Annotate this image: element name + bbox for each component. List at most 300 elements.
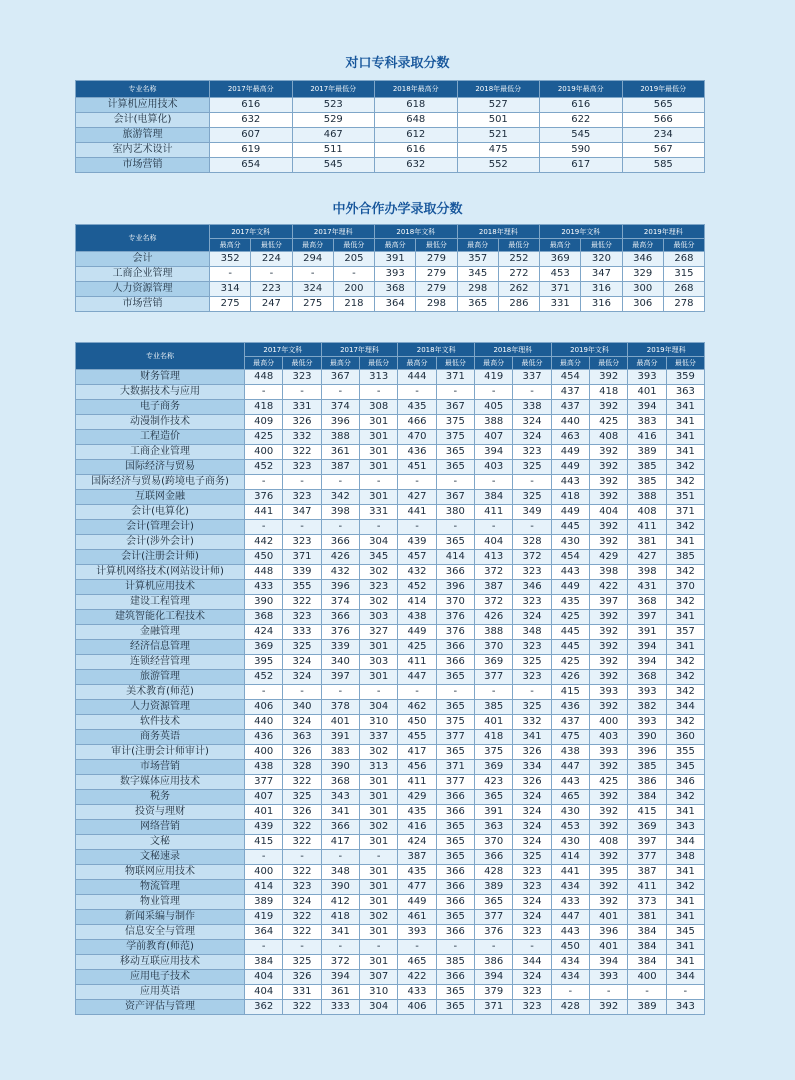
score-cell: 369 bbox=[540, 252, 581, 267]
score-cell: 452 bbox=[398, 580, 436, 595]
score-cell: 394 bbox=[475, 970, 513, 985]
score-cell: 372 bbox=[475, 595, 513, 610]
score-cell: 392 bbox=[590, 490, 628, 505]
score-cell: 322 bbox=[283, 595, 321, 610]
score-cell: 326 bbox=[283, 415, 321, 430]
score-cell: 275 bbox=[292, 297, 333, 312]
score-cell: 377 bbox=[436, 775, 474, 790]
column-subheader: 最低分 bbox=[590, 357, 628, 370]
score-cell: 365 bbox=[436, 445, 474, 460]
score-cell: 368 bbox=[628, 670, 666, 685]
major-name-cell: 大数据技术与应用 bbox=[76, 385, 245, 400]
score-cell: 415 bbox=[628, 805, 666, 820]
score-cell: 364 bbox=[375, 297, 416, 312]
score-cell: 392 bbox=[590, 850, 628, 865]
score-cell: 342 bbox=[666, 880, 704, 895]
score-cell: 430 bbox=[551, 835, 589, 850]
score-cell: 418 bbox=[551, 490, 589, 505]
table-row bbox=[76, 430, 705, 445]
score-cell: 403 bbox=[590, 730, 628, 745]
score-cell: 466 bbox=[398, 415, 436, 430]
score-cell: 382 bbox=[628, 700, 666, 715]
score-cell: 272 bbox=[498, 267, 539, 282]
table-row bbox=[76, 685, 705, 700]
score-cell: 632 bbox=[210, 113, 293, 128]
score-cell: 449 bbox=[551, 580, 589, 595]
table-row bbox=[76, 985, 705, 1000]
table-row bbox=[76, 460, 705, 475]
score-cell: 378 bbox=[321, 700, 359, 715]
score-cell: 365 bbox=[436, 820, 474, 835]
major-name-cell: 计算机网络技术(网站设计师) bbox=[76, 565, 245, 580]
score-cell: 511 bbox=[292, 143, 375, 158]
score-cell: 247 bbox=[251, 297, 292, 312]
score-cell: 369 bbox=[475, 655, 513, 670]
score-cell: 365 bbox=[436, 850, 474, 865]
score-cell: - bbox=[475, 940, 513, 955]
score-cell: 301 bbox=[360, 460, 398, 475]
score-cell: 393 bbox=[590, 970, 628, 985]
score-cell: 465 bbox=[551, 790, 589, 805]
score-cell: 411 bbox=[628, 880, 666, 895]
score-cell: 331 bbox=[540, 297, 581, 312]
column-subheader: 最高分 bbox=[375, 239, 416, 252]
score-cell: 443 bbox=[551, 475, 589, 490]
column-subheader: 最低分 bbox=[436, 357, 474, 370]
score-cell: 425 bbox=[551, 610, 589, 625]
score-cell: 617 bbox=[540, 158, 623, 173]
score-cell: 443 bbox=[551, 925, 589, 940]
score-cell: 365 bbox=[436, 535, 474, 550]
score-cell: 370 bbox=[666, 580, 704, 595]
score-cell: 422 bbox=[590, 580, 628, 595]
score-cell: - bbox=[513, 685, 551, 700]
major-name-cell: 资产评估与管理 bbox=[76, 1000, 245, 1015]
score-cell: 331 bbox=[283, 400, 321, 415]
score-cell: 342 bbox=[666, 655, 704, 670]
score-cell: 383 bbox=[321, 745, 359, 760]
score-cell: 400 bbox=[245, 745, 283, 760]
score-cell: 392 bbox=[590, 670, 628, 685]
score-cell: 310 bbox=[360, 715, 398, 730]
score-cell: 443 bbox=[551, 565, 589, 580]
score-cell: 324 bbox=[513, 805, 551, 820]
major-name-cell: 物业管理 bbox=[76, 895, 245, 910]
score-cell: - bbox=[398, 385, 436, 400]
score-cell: 324 bbox=[283, 895, 321, 910]
score-cell: 322 bbox=[283, 910, 321, 925]
score-cell: 388 bbox=[475, 625, 513, 640]
score-cell: 323 bbox=[283, 490, 321, 505]
table-row bbox=[76, 880, 705, 895]
score-cell: - bbox=[245, 850, 283, 865]
score-cell: 326 bbox=[513, 745, 551, 760]
score-cell: 344 bbox=[666, 700, 704, 715]
score-cell: 396 bbox=[590, 925, 628, 940]
score-cell: 387 bbox=[475, 580, 513, 595]
major-name-cell: 信息安全与管理 bbox=[76, 925, 245, 940]
table-row bbox=[76, 610, 705, 625]
score-cell: 392 bbox=[590, 640, 628, 655]
score-cell: 391 bbox=[628, 625, 666, 640]
score-cell: 415 bbox=[245, 835, 283, 850]
score-cell: 436 bbox=[551, 700, 589, 715]
score-cell: 419 bbox=[475, 370, 513, 385]
score-cell: 323 bbox=[283, 880, 321, 895]
major-name-cell: 税务 bbox=[76, 790, 245, 805]
score-cell: 390 bbox=[321, 880, 359, 895]
score-cell: 323 bbox=[283, 535, 321, 550]
score-cell: 323 bbox=[513, 595, 551, 610]
score-cell: - bbox=[513, 385, 551, 400]
score-cell: 408 bbox=[590, 430, 628, 445]
score-cell: 323 bbox=[513, 445, 551, 460]
score-cell: 322 bbox=[283, 820, 321, 835]
score-cell: 385 bbox=[628, 760, 666, 775]
score-cell: 365 bbox=[457, 297, 498, 312]
table-row bbox=[76, 910, 705, 925]
score-cell: 404 bbox=[475, 535, 513, 550]
score-cell: 304 bbox=[360, 700, 398, 715]
score-cell: 334 bbox=[513, 760, 551, 775]
score-cell: 200 bbox=[333, 282, 374, 297]
major-name-cell: 财务管理 bbox=[76, 370, 245, 385]
score-cell: - bbox=[245, 520, 283, 535]
score-cell: 366 bbox=[436, 970, 474, 985]
score-cell: 618 bbox=[375, 98, 458, 113]
score-cell: 392 bbox=[590, 805, 628, 820]
score-cell: 341 bbox=[666, 430, 704, 445]
score-cell: 366 bbox=[436, 790, 474, 805]
score-cell: 342 bbox=[666, 595, 704, 610]
score-cell: 393 bbox=[375, 267, 416, 282]
score-cell: 357 bbox=[666, 625, 704, 640]
score-cell: - bbox=[360, 685, 398, 700]
score-cell: 301 bbox=[360, 775, 398, 790]
score-cell: 426 bbox=[321, 550, 359, 565]
score-cell: 394 bbox=[628, 655, 666, 670]
score-cell: 341 bbox=[666, 445, 704, 460]
score-cell: 447 bbox=[551, 760, 589, 775]
score-cell: 477 bbox=[398, 880, 436, 895]
table-row bbox=[76, 655, 705, 670]
score-cell: 438 bbox=[398, 610, 436, 625]
score-cell: 368 bbox=[321, 775, 359, 790]
score-cell: 366 bbox=[475, 850, 513, 865]
score-cell: - bbox=[245, 385, 283, 400]
score-cell: 377 bbox=[245, 775, 283, 790]
score-cell: 427 bbox=[628, 550, 666, 565]
major-name-cell: 会计(注册会计师) bbox=[76, 550, 245, 565]
score-cell: 370 bbox=[475, 835, 513, 850]
score-cell: 345 bbox=[360, 550, 398, 565]
score-cell: 622 bbox=[540, 113, 623, 128]
score-cell: 224 bbox=[251, 252, 292, 267]
score-cell: 367 bbox=[321, 370, 359, 385]
score-cell: 400 bbox=[245, 865, 283, 880]
major-name-cell: 物联网应用技术 bbox=[76, 865, 245, 880]
score-cell: 369 bbox=[245, 640, 283, 655]
score-cell: 298 bbox=[416, 297, 457, 312]
score-cell: 326 bbox=[283, 745, 321, 760]
table-row bbox=[76, 550, 705, 565]
score-cell: 585 bbox=[622, 158, 705, 173]
score-cell: 301 bbox=[360, 895, 398, 910]
score-cell: 279 bbox=[416, 282, 457, 297]
score-cell: 612 bbox=[375, 128, 458, 143]
score-cell: 405 bbox=[475, 400, 513, 415]
score-cell: 322 bbox=[283, 865, 321, 880]
score-cell: 351 bbox=[666, 490, 704, 505]
score-cell: 341 bbox=[666, 400, 704, 415]
score-cell: 344 bbox=[666, 835, 704, 850]
score-cell: 425 bbox=[590, 775, 628, 790]
score-cell: - bbox=[666, 985, 704, 1000]
major-name-cell: 美术教育(师范) bbox=[76, 685, 245, 700]
table-row bbox=[76, 400, 705, 415]
score-cell: 462 bbox=[398, 700, 436, 715]
score-cell: 432 bbox=[398, 565, 436, 580]
score-cell: 371 bbox=[666, 505, 704, 520]
table-row bbox=[76, 98, 705, 113]
score-cell: 529 bbox=[292, 113, 375, 128]
score-cell: 616 bbox=[540, 98, 623, 113]
major-name-cell: 网络营销 bbox=[76, 820, 245, 835]
score-cell: 412 bbox=[321, 895, 359, 910]
score-cell: 467 bbox=[292, 128, 375, 143]
score-cell: 341 bbox=[666, 940, 704, 955]
score-cell: 325 bbox=[513, 850, 551, 865]
score-cell: 363 bbox=[666, 385, 704, 400]
score-cell: 367 bbox=[436, 400, 474, 415]
table-row bbox=[76, 595, 705, 610]
score-cell: - bbox=[333, 267, 374, 282]
score-cell: 391 bbox=[321, 730, 359, 745]
score-cell: 361 bbox=[321, 445, 359, 460]
score-cell: 345 bbox=[666, 760, 704, 775]
score-cell: 374 bbox=[321, 595, 359, 610]
score-cell: 396 bbox=[321, 580, 359, 595]
major-name-cell: 建设工程管理 bbox=[76, 595, 245, 610]
major-name-cell: 软件技术 bbox=[76, 715, 245, 730]
score-cell: 349 bbox=[513, 505, 551, 520]
column-subheader: 最高分 bbox=[398, 357, 436, 370]
score-cell: 435 bbox=[551, 595, 589, 610]
score-cell: 440 bbox=[245, 715, 283, 730]
score-cell: 308 bbox=[360, 400, 398, 415]
score-cell: 345 bbox=[666, 925, 704, 940]
table-row bbox=[76, 775, 705, 790]
score-cell: 414 bbox=[398, 595, 436, 610]
score-cell: 590 bbox=[540, 143, 623, 158]
score-cell: 418 bbox=[321, 910, 359, 925]
score-cell: 302 bbox=[360, 745, 398, 760]
score-cell: 343 bbox=[666, 1000, 704, 1015]
score-cell: 301 bbox=[360, 670, 398, 685]
table-row bbox=[76, 385, 705, 400]
column-group-header: 2017年理科 bbox=[321, 343, 398, 357]
score-cell: 425 bbox=[398, 640, 436, 655]
table-row bbox=[76, 940, 705, 955]
score-cell: 426 bbox=[475, 610, 513, 625]
score-cell: 366 bbox=[321, 610, 359, 625]
column-group-header: 2019年理科 bbox=[622, 225, 705, 239]
score-cell: 454 bbox=[551, 370, 589, 385]
score-cell: 302 bbox=[360, 565, 398, 580]
score-cell: 323 bbox=[283, 370, 321, 385]
score-cell: 428 bbox=[551, 1000, 589, 1015]
score-cell: 434 bbox=[551, 955, 589, 970]
score-cell: 324 bbox=[513, 415, 551, 430]
table-row bbox=[76, 128, 705, 143]
score-cell: 388 bbox=[475, 415, 513, 430]
score-cell: 648 bbox=[375, 113, 458, 128]
score-cell: - bbox=[360, 850, 398, 865]
score-cell: 425 bbox=[590, 415, 628, 430]
score-cell: 337 bbox=[360, 730, 398, 745]
score-cell: 340 bbox=[321, 655, 359, 670]
score-cell: 375 bbox=[475, 745, 513, 760]
score-cell: 370 bbox=[475, 640, 513, 655]
score-cell: - bbox=[360, 520, 398, 535]
score-cell: 447 bbox=[398, 670, 436, 685]
table-row bbox=[76, 445, 705, 460]
score-cell: 325 bbox=[283, 640, 321, 655]
score-cell: 300 bbox=[622, 282, 663, 297]
score-cell: 417 bbox=[398, 745, 436, 760]
score-cell: 392 bbox=[590, 625, 628, 640]
score-cell: 465 bbox=[398, 955, 436, 970]
major-name-cell: 会计(涉外会计) bbox=[76, 535, 245, 550]
score-cell: - bbox=[551, 985, 589, 1000]
score-cell: 392 bbox=[590, 610, 628, 625]
score-cell: 408 bbox=[628, 505, 666, 520]
score-cell: 619 bbox=[210, 143, 293, 158]
score-cell: 268 bbox=[663, 282, 704, 297]
column-subheader: 最低分 bbox=[581, 239, 622, 252]
score-cell: 430 bbox=[551, 805, 589, 820]
score-cell: 371 bbox=[436, 370, 474, 385]
score-cell: 301 bbox=[360, 805, 398, 820]
score-cell: 368 bbox=[375, 282, 416, 297]
major-name-cell: 市场营销 bbox=[76, 297, 210, 312]
score-cell: 392 bbox=[590, 880, 628, 895]
cooperative-scores-table bbox=[75, 224, 705, 312]
score-cell: 324 bbox=[283, 655, 321, 670]
score-cell: 279 bbox=[416, 267, 457, 282]
score-cell: 341 bbox=[321, 925, 359, 940]
score-cell: - bbox=[321, 385, 359, 400]
score-cell: 325 bbox=[283, 955, 321, 970]
score-cell: 341 bbox=[666, 415, 704, 430]
score-cell: 385 bbox=[436, 955, 474, 970]
score-cell: 313 bbox=[360, 760, 398, 775]
score-cell: 438 bbox=[245, 760, 283, 775]
score-cell: 375 bbox=[436, 430, 474, 445]
major-name-cell: 会计(电算化) bbox=[76, 505, 245, 520]
score-cell: 324 bbox=[513, 790, 551, 805]
score-cell: 397 bbox=[628, 610, 666, 625]
score-cell: 342 bbox=[666, 715, 704, 730]
score-cell: 323 bbox=[360, 580, 398, 595]
score-cell: 403 bbox=[475, 460, 513, 475]
score-cell: 323 bbox=[513, 670, 551, 685]
score-cell: 453 bbox=[551, 820, 589, 835]
column-group-header: 2017年理科 bbox=[292, 225, 375, 239]
score-cell: 461 bbox=[398, 910, 436, 925]
score-cell: 372 bbox=[475, 565, 513, 580]
column-subheader: 最低分 bbox=[251, 239, 292, 252]
score-cell: 427 bbox=[398, 490, 436, 505]
major-name-cell: 建筑智能化工程技术 bbox=[76, 610, 245, 625]
score-cell: 304 bbox=[360, 535, 398, 550]
score-cell: 414 bbox=[245, 880, 283, 895]
score-cell: 391 bbox=[475, 805, 513, 820]
table-row bbox=[76, 760, 705, 775]
score-cell: 470 bbox=[398, 430, 436, 445]
major-name-cell: 会计 bbox=[76, 252, 210, 267]
score-cell: 411 bbox=[628, 520, 666, 535]
score-cell: 411 bbox=[398, 655, 436, 670]
score-cell: 438 bbox=[551, 745, 589, 760]
score-cell: 392 bbox=[590, 535, 628, 550]
general-scores-table bbox=[75, 342, 705, 1015]
score-cell: - bbox=[321, 475, 359, 490]
score-cell: - bbox=[245, 940, 283, 955]
score-cell: 302 bbox=[360, 820, 398, 835]
score-cell: 443 bbox=[551, 775, 589, 790]
column-group-header: 2018年理科 bbox=[475, 343, 552, 357]
score-cell: 301 bbox=[360, 835, 398, 850]
score-cell: 324 bbox=[292, 282, 333, 297]
column-header: 2018年最低分 bbox=[457, 81, 540, 98]
column-group-header: 2017年文科 bbox=[210, 225, 293, 239]
column-subheader: 最高分 bbox=[628, 357, 666, 370]
score-cell: 342 bbox=[666, 475, 704, 490]
score-cell: 431 bbox=[628, 580, 666, 595]
score-cell: 383 bbox=[628, 415, 666, 430]
column-subheader: 最高分 bbox=[551, 357, 589, 370]
score-cell: 301 bbox=[360, 790, 398, 805]
score-cell: 366 bbox=[436, 565, 474, 580]
score-cell: - bbox=[513, 520, 551, 535]
score-cell: - bbox=[360, 385, 398, 400]
score-cell: 326 bbox=[283, 805, 321, 820]
score-cell: 366 bbox=[436, 880, 474, 895]
column-header: 2019年最低分 bbox=[622, 81, 705, 98]
score-cell: 376 bbox=[436, 610, 474, 625]
table-row bbox=[76, 1000, 705, 1015]
score-cell: 453 bbox=[540, 267, 581, 282]
score-cell: 416 bbox=[398, 820, 436, 835]
score-cell: 545 bbox=[540, 128, 623, 143]
major-name-cell: 商务英语 bbox=[76, 730, 245, 745]
score-cell: 433 bbox=[245, 580, 283, 595]
score-cell: 366 bbox=[321, 535, 359, 550]
score-cell: 341 bbox=[666, 610, 704, 625]
score-cell: 389 bbox=[628, 445, 666, 460]
score-cell: 316 bbox=[581, 282, 622, 297]
score-cell: 342 bbox=[666, 685, 704, 700]
score-cell: 390 bbox=[245, 595, 283, 610]
major-name-cell: 文秘 bbox=[76, 835, 245, 850]
score-cell: 324 bbox=[513, 430, 551, 445]
score-cell: 414 bbox=[551, 850, 589, 865]
score-cell: 218 bbox=[333, 297, 374, 312]
score-cell: 322 bbox=[283, 1000, 321, 1015]
score-cell: - bbox=[210, 267, 251, 282]
score-cell: 352 bbox=[210, 252, 251, 267]
